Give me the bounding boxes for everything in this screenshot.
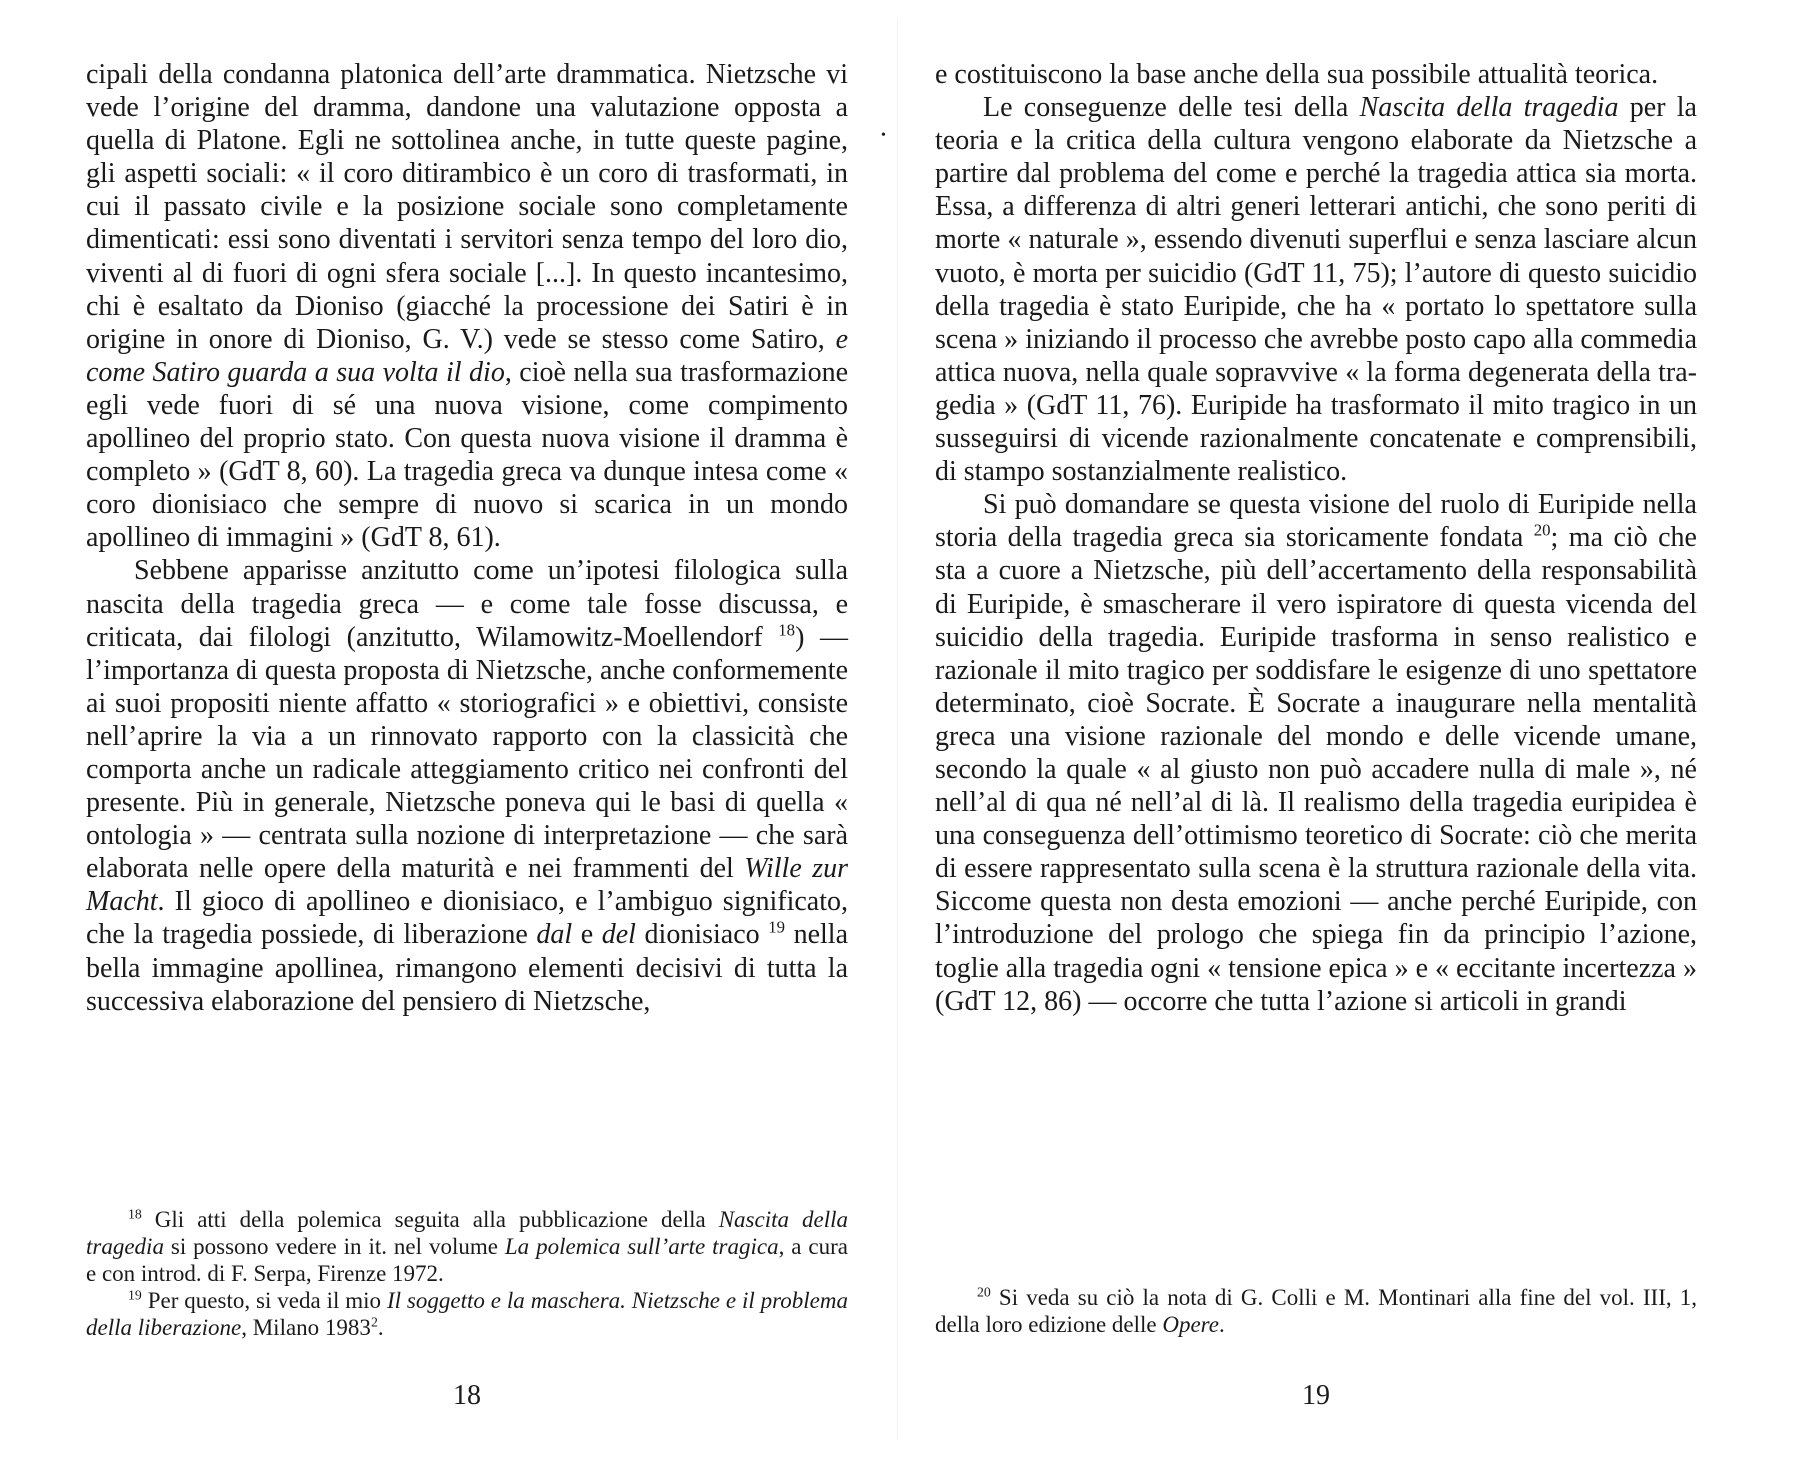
note-reference: 19 — [128, 1287, 142, 1303]
text-run: , cioè nella sua trasformazione egli vede fuori di sé una nuova visione, come compimento apollineo del proprio stato. Con questa nuova visione il dramma è completo » (GdT 8, 60). La tragedia greca va dunque intesa come « coro dionisiaco che sempre di nuovo si scarica in un mondo apollineo di immagini » (GdT 8, 61). — [86, 356, 848, 554]
text-run: Per questo, si veda il mio — [141, 1288, 387, 1313]
text-run: Sebbene apparisse anzitutto come un’ipotesi filologica sulla nascita della tragedia greca — e come tale fosse discussa, e criticata, dai filologi (anzitutto, Wilamowitz-Moellendorf — [86, 555, 848, 653]
text-run: Le conseguenze delle tesi della — [983, 92, 1360, 124]
note-reference: 19 — [768, 918, 785, 938]
text-run: nella bella immagine apollinea, rimangono elementi decisivi di tutta la successiva elaborazione del pensiero di Nietzsche, — [86, 919, 849, 1017]
paragraph — [86, 58, 848, 554]
note-reference: 18 — [128, 1206, 142, 1222]
italic-text: Wille zur Macht — [86, 853, 848, 918]
text-run: Si veda su ciò la nota di G. Colli e M. Montinari alla fine del vol. III, 1, della loro edizione delle — [935, 1285, 1697, 1337]
paragraph — [935, 488, 1697, 1018]
paragraph — [935, 91, 1697, 488]
paragraph — [935, 58, 1697, 91]
text-run: ) — l’importanza di questa proposta di Nietzsche, anche conformemente ai suoi propositi niente affatto « storiografici » e obiettivi, consiste nell’aprire la via a un rinnovato rapporto con la classicità che comporta anche un radicale atteggiamento critico nei confronti del presente. Più in generale, Nietzsche poneva qui le basi di quella « ontologia » — centrata sulla nozione di interpretazione — che sarà elaborata nelle opere della maturità e nei frammenti del — [86, 621, 849, 885]
italic-text: dal — [536, 919, 573, 951]
text-run: . Il gioco di apollineo e dionisiaco, e l’ambiguo significato, che la tragedia possiede, di liberazione — [86, 886, 848, 951]
text-run: ; ma ciò che sta a cuore a Nietzsche, più dell’accertamento della responsabilità di Euripide, è smascherare il vero ispiratore di questa vicenda del suicidio della tragedia. Euripide trasforma in senso realistico e razionale il mito tragico per soddisfare le esigenze di uno spettatore determinato, cioè Socrate. È Socrate a inaugurare nella mentalità greca una visione razionale del mondo e delle vicende umane, secondo la quale « al giusto non può accadere nulla di male », né nell’al di qua né nell’al di là. Il realismo della tragedia euripidea è una conseguenza dell’ottimismo teoretico di Socrate: ciò che merita di essere rappresentato sulla scena è la struttura razionale della vita. Siccome questa non desta emozioni — anche perché Euripide, con l’introduzione del prologo che spiega fin da principio l’azione, toglie alla tragedia ogni « tensione epica » e « eccitante incertezza » (GdT 12, 86) — occorre che tutta l’azione si articoli in grandi — [935, 522, 1697, 1017]
text-run: per la teoria e la critica della cultura vengono elaborate da Nietzsche a partire dal problema del come e perché la tragedia attica sia morta. Essa, a differenza di altri generi letterari antichi, che sono periti di morte « naturale », essendo divenuti superflui e senza lasciare alcun vuoto, è morta per suicidio (GdT 11, 75); l’autore di questo suicidio della tragedia è stato Euripide, che ha « portato lo spettatore sulla scena » iniziando il processo che avrebbe posto capo alla commedia attica nuova, nella quale sopravvive « la forma degenerata della tragedia » (GdT 11, 76). Euripide ha trasformato il mito tragico in un susseguirsi di vicende razionalmente concatenate e comprensibili, di stampo sostanzialmente realistico. — [935, 92, 1697, 488]
text-run: . — [1218, 1312, 1225, 1337]
text-run: , Milano 1983 — [241, 1315, 371, 1340]
italic-text: La polemica sull’arte tragica — [504, 1234, 779, 1259]
paragraph — [86, 554, 848, 1017]
left-page-footnotes — [86, 1206, 848, 1341]
right-page — [935, 58, 1697, 1438]
text-run: Si può domandare se questa visione del ruolo di Euripide nella storia della tragedia greca sia storicamente fondata — [935, 489, 1697, 554]
note-reference: 20 — [977, 1284, 991, 1300]
note-reference: 18 — [778, 620, 796, 640]
print-speck: • — [881, 128, 886, 143]
italic-text: Nascita della tragedia — [86, 1207, 848, 1259]
italic-text: Il soggetto e la maschera. Nietzsche e il problema della liberazione — [86, 1288, 848, 1340]
left-page — [86, 58, 848, 1438]
text-run: e — [572, 919, 602, 951]
text-run: , a cura e con introd. di F. Serpa, Firenze 1972. — [86, 1234, 848, 1286]
right-page-body — [935, 58, 1697, 1018]
footnote — [86, 1287, 848, 1341]
gutter-shadow — [897, 20, 898, 1440]
text-run: si possono vedere in it. nel volume — [163, 1234, 505, 1259]
page-number: 18 — [453, 1380, 481, 1411]
right-page-footnotes — [935, 1284, 1697, 1338]
text-run: . — [377, 1315, 384, 1340]
page-number: 19 — [1302, 1380, 1330, 1411]
note-reference: 2 — [370, 1314, 378, 1330]
italic-text: Opere — [1162, 1312, 1219, 1337]
left-page-body — [86, 58, 848, 1018]
footnote — [86, 1206, 848, 1287]
text-run: dionisiaco — [635, 919, 769, 951]
text-run: Gli atti della polemica seguita alla pubblicazione della — [141, 1207, 719, 1232]
text-run: e costituiscono la base anche della sua possibile attualità teorica. — [935, 59, 1659, 90]
footnote — [935, 1284, 1697, 1338]
italic-text: del — [601, 919, 636, 951]
text-run: cipali della condanna platonica dell’arte drammatica. Nietzsche vi vede l’origine del dramma, dandone una valutazione opposta a quella di Platone. Egli ne sottolinea anche, in tutte queste pagine, gli aspetti sociali: « il coro ditirambico è un coro di trasformati, in cui il passato civile e la posizione sociale sono completamente dimenticati: essi sono diventati i servitori senza tempo del loro dio, viventi al di fuori di ogni sfera sociale [...]. In questo incantesimo, chi è esaltato da Dioniso (giacché la processione dei Satiri è in origine in onore di Dioniso, G. V.) vede se stesso come Satiro, — [86, 59, 848, 355]
italic-text: Nascita della tragedia — [1359, 92, 1619, 124]
italic-text: e come Satiro guarda a sua volta il dio — [86, 323, 848, 388]
note-reference: 20 — [1533, 520, 1551, 540]
